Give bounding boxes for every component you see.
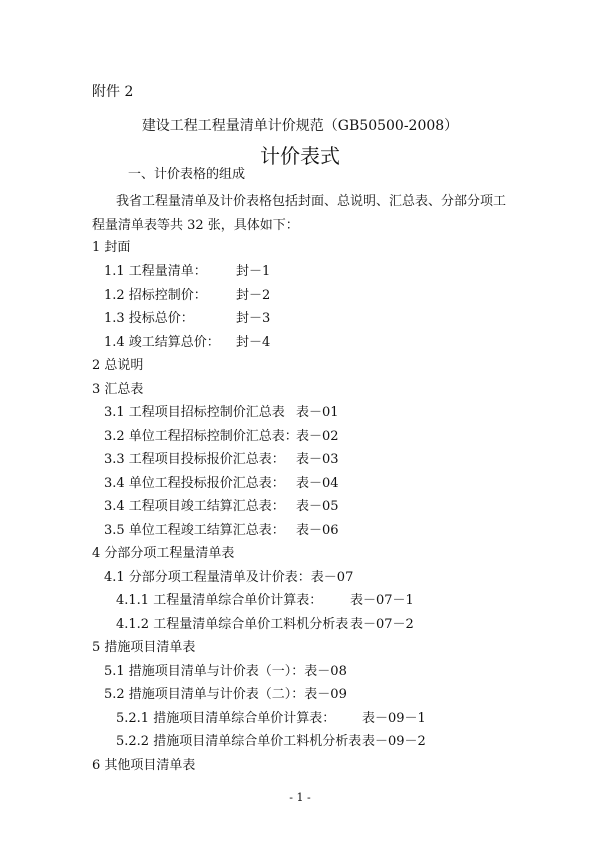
list-item-code: 表－04	[296, 476, 339, 491]
page-number: - 1 -	[289, 791, 311, 804]
document-title: 建设工程工程量清单计价规范（GB50500-2008）	[141, 118, 459, 134]
list-item: 5.2.1 措施项目清单综合单价计算表：	[116, 711, 336, 726]
list-item-code: 表－07－1	[350, 593, 414, 608]
list-item-code: 表－05	[296, 499, 339, 514]
list-item: 3.4 单位工程投标报价汇总表：	[104, 476, 285, 491]
list-item-code: 表－06	[296, 523, 339, 538]
list-item: 4.1.2 工程量清单综合单价工料机分析表	[116, 617, 349, 632]
list-item: 3.2 单位工程招标控制价汇总表：	[104, 429, 298, 444]
list-heading: 1 封面	[92, 240, 131, 255]
list-item-code: 表－09－1	[362, 711, 426, 726]
list-heading: 4 分部分项工程量清单表	[92, 546, 235, 561]
list-item: 1.4 竣工结算总价：	[104, 335, 220, 350]
list-item-code: 表－01	[296, 405, 339, 420]
list-item: 4.1.1 工程量清单综合单价计算表：	[116, 593, 323, 608]
list-heading: 2 总说明	[92, 358, 144, 373]
list-heading: 5 措施项目清单表	[92, 640, 196, 655]
list-item: 3.1 工程项目招标控制价汇总表	[104, 405, 285, 420]
list-item-code: 表－09－2	[362, 734, 426, 749]
list-item-code: 封－4	[236, 335, 271, 350]
list-heading: 3 汇总表	[92, 382, 144, 397]
list-item-code: 封－2	[236, 288, 271, 303]
page-title: 计价表式	[260, 144, 340, 168]
list-item: 5.1 措施项目清单与计价表（一）：表－08	[104, 664, 347, 679]
list-item: 1.3 投标总价：	[104, 311, 194, 326]
list-item: 3.5 单位工程竣工结算汇总表：	[104, 523, 285, 538]
list-item: 5.2.2 措施项目清单综合单价工料机分析表	[116, 734, 362, 749]
section-heading: 一、计价表格的组成	[128, 167, 246, 182]
list-item: 1.1 工程量清单：	[104, 264, 207, 279]
list-heading: 6 其他项目清单表	[92, 758, 196, 773]
attachment-label: 附件 2	[92, 84, 134, 100]
list-item: 4.1 分部分项工程量清单及计价表：表－07	[104, 570, 354, 585]
list-item-code: 表－07－2	[350, 617, 414, 632]
list-item: 5.2 措施项目清单与计价表（二）：表－09	[104, 687, 347, 702]
list-item-code: 表－03	[296, 452, 339, 467]
list-item: 3.3 工程项目投标报价汇总表：	[104, 452, 285, 467]
list-item: 3.4 工程项目竣工结算汇总表：	[104, 499, 285, 514]
list-item-code: 表－02	[296, 429, 339, 444]
intro-paragraph: 我省工程量清单及计价表格包括封面、总说明、汇总表、分部分项工程量清单表等共 32 张，具体如下：	[92, 194, 507, 233]
list-item-code: 封－1	[236, 264, 271, 279]
list-item: 1.2 招标控制价：	[104, 288, 207, 303]
list-item-code: 封－3	[236, 311, 271, 326]
